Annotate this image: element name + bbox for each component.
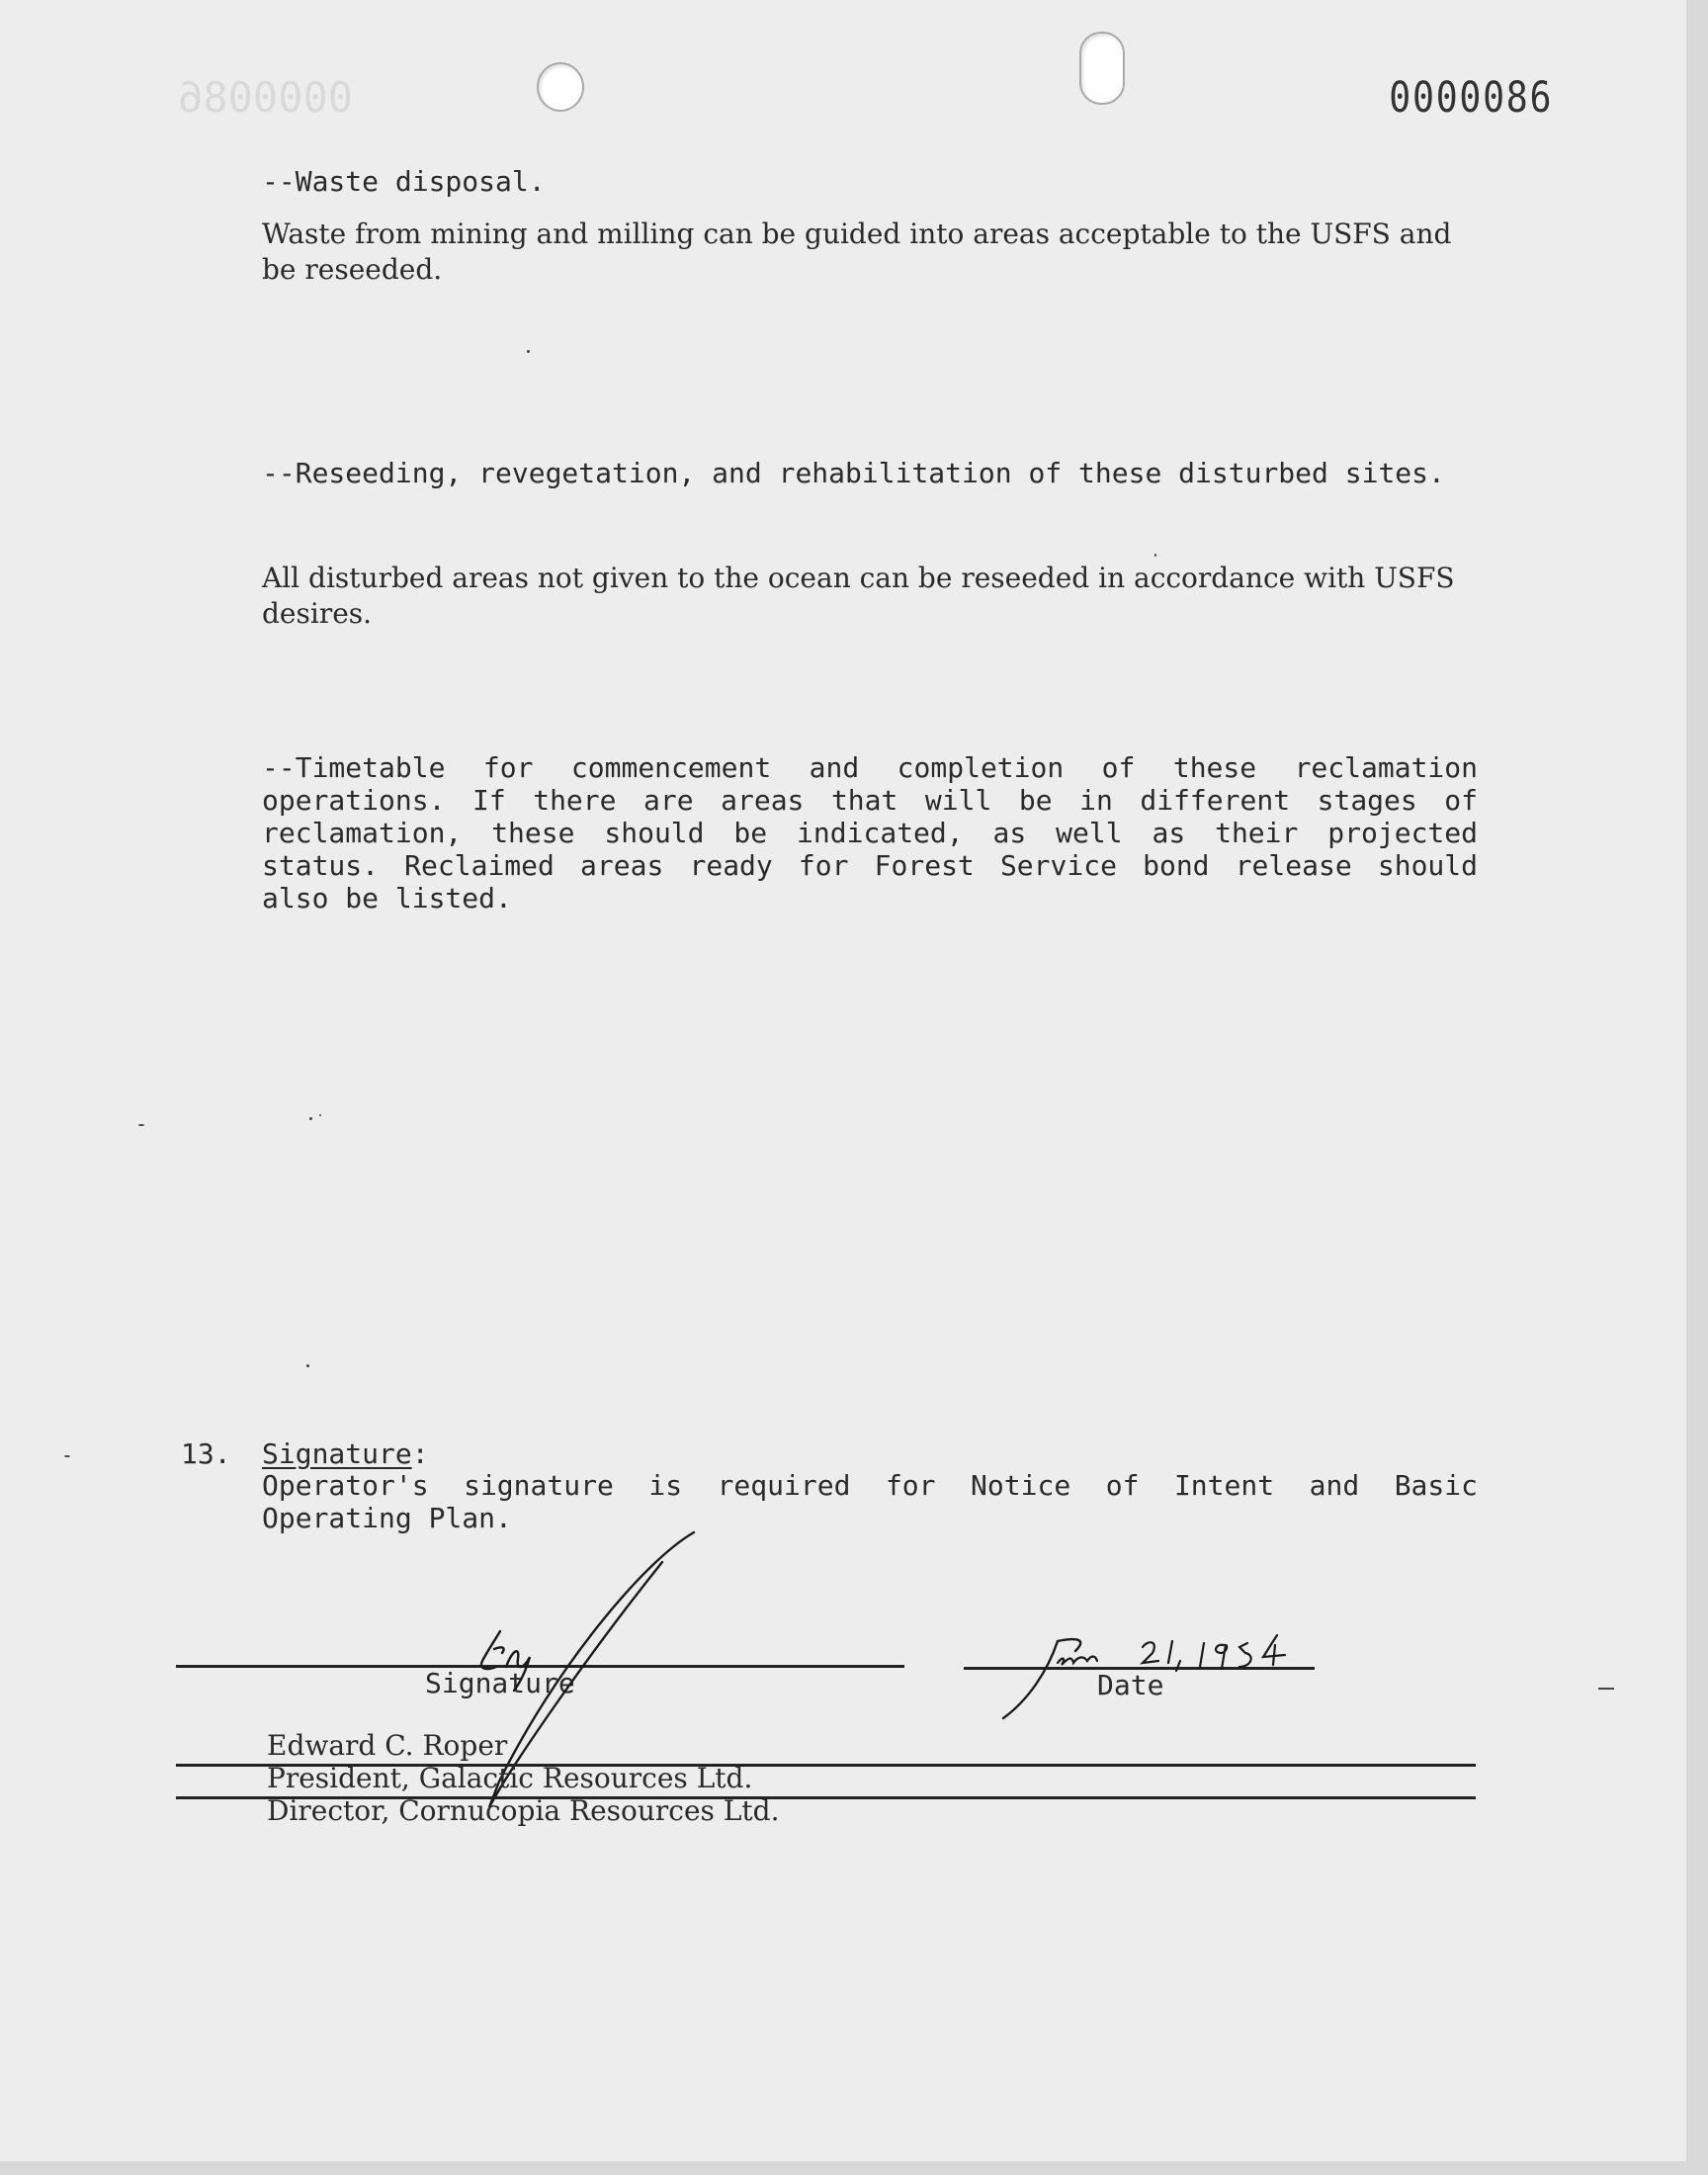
- speck-mark: [306, 1364, 309, 1367]
- speck-mark: [64, 1455, 70, 1457]
- speck-mark: [1154, 554, 1156, 557]
- signature-instruction: Operator's signature is required for Notice of Intent and Basic Operating Plan.: [262, 1469, 1478, 1534]
- punch-hole-right: [1079, 32, 1125, 105]
- reseeding-heading: --Reseeding, revegetation, and rehabilitation of these disturbed sites.: [262, 457, 1445, 489]
- signer-title-president: President, Galactic Resources Ltd.: [267, 1762, 753, 1794]
- speck-mark: [1598, 1688, 1614, 1690]
- speck-mark: [319, 1114, 321, 1116]
- signature-field-label: Signature: [425, 1667, 575, 1699]
- page-number: 0000086: [1389, 73, 1553, 123]
- reseeding-body: All disturbed areas not given to the ocean can be reseeded in accordance with USFS desires.: [262, 562, 1455, 630]
- signature-section-title-colon: :: [411, 1437, 429, 1470]
- speck-mark: [527, 350, 530, 353]
- signer-name: Edward C. Roper: [267, 1729, 508, 1762]
- timetable-paragraph: --Timetable for commencement and completion of these reclamation operations. If there are areas that will be in different stages of reclamation, these should be indicated, as well as their projected status. Reclaimed areas ready for Forest Service bond release should also be listed.: [262, 751, 1478, 914]
- date-field-label: Date: [1097, 1669, 1164, 1701]
- signature-section-title-line: [262, 1437, 429, 1470]
- signature-section-title: Signature: [262, 1437, 412, 1470]
- bleed-through-page-number: 0000086: [178, 73, 354, 122]
- signer-title-director: Director, Cornucopia Resources Ltd.: [267, 1794, 780, 1827]
- speck-mark: [138, 1124, 144, 1126]
- speck-mark: [309, 1117, 312, 1120]
- handwritten-date: [998, 1621, 1295, 1720]
- punch-hole-left: [537, 62, 584, 112]
- section-number: 13.: [181, 1437, 231, 1470]
- waste-disposal-heading: --Waste disposal.: [262, 165, 546, 198]
- waste-disposal-body: Waste from mining and milling can be guided into areas acceptable to the USFS and be reseeded.: [262, 218, 1452, 286]
